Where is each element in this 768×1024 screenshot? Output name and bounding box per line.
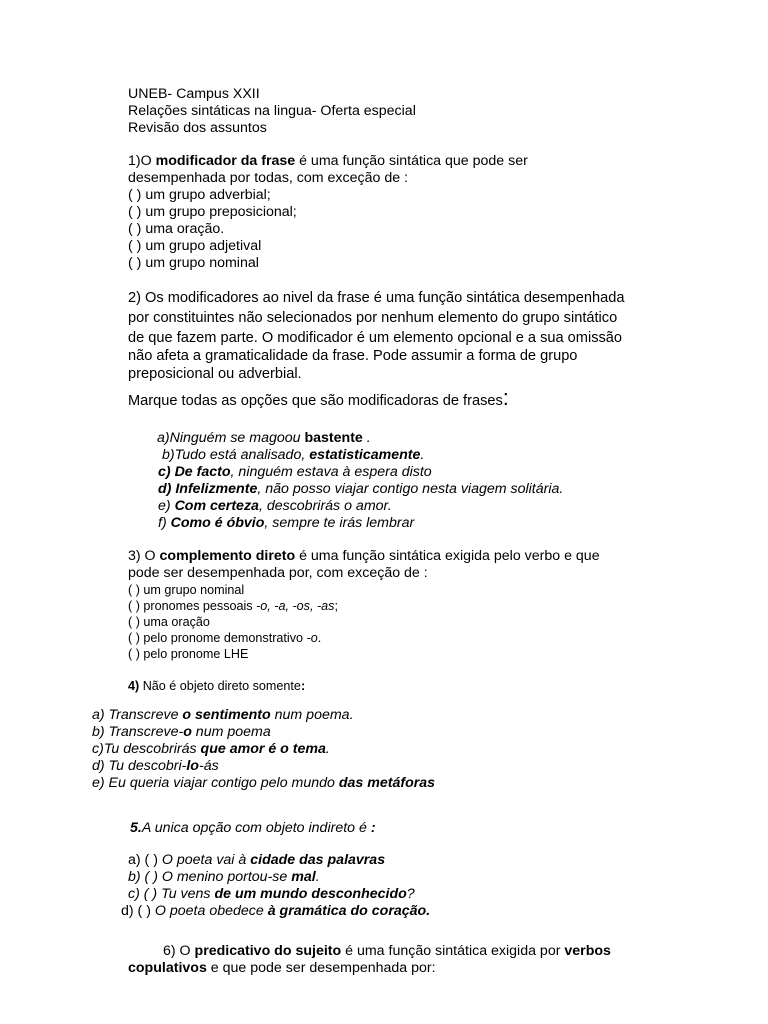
q1-option: ( ) um grupo adjetival bbox=[128, 238, 262, 254]
q3-option: ( ) um grupo nominal bbox=[128, 583, 245, 597]
q2-option: d) Infelizmente, não posso viajar contigo nesta viagem solitária. bbox=[158, 481, 564, 497]
q5-option: c) ( ) Tu vens de um mundo desconhecido? bbox=[128, 886, 415, 902]
q3-option: ( ) pronomes pessoais -o, -a, -os, -as; bbox=[128, 599, 338, 613]
q5-stem: 5.A unica opção com objeto indireto é : bbox=[130, 820, 376, 836]
header-course: Relações sintáticas na lingua- Oferta especial bbox=[128, 103, 416, 119]
q5-option: b) ( ) O menino portou-se mal. bbox=[128, 869, 320, 885]
q1-stem-line2: desempenhada por todas, com exceção de : bbox=[128, 170, 408, 186]
q4-option: d) Tu descobri-lo-ás bbox=[92, 758, 219, 774]
q2-paragraph-line: de que fazem parte. O modificador é um elemento opcional e a sua omissão bbox=[128, 330, 623, 346]
q3-option: ( ) pelo pronome demonstrativo -o. bbox=[128, 631, 322, 645]
q2-option: b)Tudo está analisado, estatisticamente. bbox=[162, 447, 425, 463]
q3-option: ( ) uma oração bbox=[128, 615, 210, 629]
q4-option: b) Transcreve-o num poema bbox=[92, 724, 271, 740]
q2-option: c) De facto, ninguém estava à espera disto bbox=[158, 464, 432, 480]
q5-option: d) ( ) O poeta obedece à gramática do coração. bbox=[121, 903, 431, 919]
q4-option: a) Transcreve o sentimento num poema. bbox=[92, 707, 354, 723]
q4-option: e) Eu queria viajar contigo pelo mundo das metáforas bbox=[92, 775, 436, 791]
q1-option: ( ) um grupo nominal bbox=[128, 255, 259, 271]
q2-instruction: Marque todas as opções que são modificadoras de frases: bbox=[128, 385, 509, 410]
q2-option: e) Com certeza, descobrirás o amor. bbox=[158, 498, 392, 514]
q3-stem-line2: pode ser desempenhada por, com exceção de : bbox=[128, 565, 428, 581]
q2-paragraph-line: não afeta a gramaticalidade da frase. Pode assumir a forma de grupo bbox=[128, 348, 578, 364]
q6-stem: 6) O predicativo do sujeito é uma função sintática exigida por verbos bbox=[163, 943, 611, 959]
header-subtitle: Revisão dos assuntos bbox=[128, 120, 267, 136]
q3-option: ( ) pelo pronome LHE bbox=[128, 647, 249, 661]
q4-stem: 4) Não é objeto direto somente: bbox=[128, 679, 306, 693]
q1-stem: 1)O modificador da frase é uma função sintática que pode ser bbox=[128, 153, 528, 169]
q5-option: a) ( ) O poeta vai à cidade das palavras bbox=[128, 852, 386, 868]
q2-paragraph-line: 2) Os modificadores ao nivel da frase é uma função sintática desempenhada bbox=[128, 290, 625, 306]
q2-option: f) Como é óbvio, sempre te irás lembrar bbox=[158, 515, 415, 531]
q1-option: ( ) uma oração. bbox=[128, 221, 225, 237]
q2-paragraph-line: por constituintes não selecionados por nenhum elemento do grupo sintático bbox=[128, 310, 618, 326]
q2-paragraph-line: preposicional ou adverbial. bbox=[128, 366, 302, 382]
header-institution: UNEB- Campus XXII bbox=[128, 86, 260, 102]
q1-option: ( ) um grupo preposicional; bbox=[128, 204, 297, 220]
q1-option: ( ) um grupo adverbial; bbox=[128, 187, 271, 203]
q3-stem: 3) O complemento direto é uma função sintática exigida pelo verbo e que bbox=[128, 548, 600, 564]
q4-option: c)Tu descobrirás que amor é o tema. bbox=[92, 741, 330, 757]
q2-option: a)Ninguém se magoou bastente . bbox=[157, 430, 371, 446]
q6-stem-line2: copulativos e que pode ser desempenhada por: bbox=[128, 960, 436, 976]
